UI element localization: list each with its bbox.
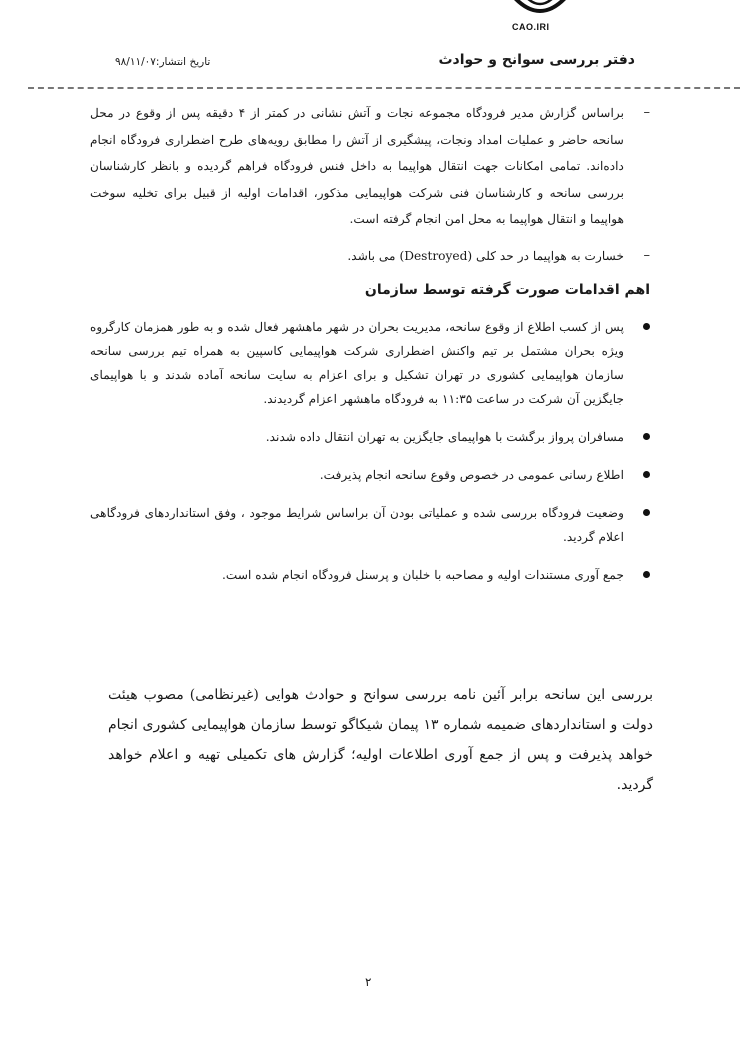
bullet-dot-icon bbox=[643, 509, 650, 516]
page-header bbox=[115, 50, 635, 78]
dash-marker: – bbox=[643, 105, 650, 120]
bullet-item bbox=[90, 463, 650, 487]
bullet-text: پس از کسب اطلاع از وقوع سانحه، مدیریت بحران در شهر ماهشهر فعال شده و به طور همزمان کارگروه ویژه بحران مشتمل بر تیم واکنش اضطراری شرکت هواپیمایی کاسپین به همراه تیم بررسی سانحه سازمان هواپیمایی کشوری در تهران تشکیل و برای اعزام به سایت سانحه آماده شدند و با هواپیمای جایگزین آن شرکت در ساعت ۱۱:۳۵ به فرودگاه ماهشهر اعزام گردیدند. bbox=[90, 320, 624, 406]
dash-item-text: خسارت به هواپیما در حد کلی (Destroyed) می باشد. bbox=[347, 248, 624, 263]
publish-date: تاریخ انتشار:۹۸/۱۱/۰۷ bbox=[115, 56, 211, 68]
bullet-text: وضعیت فرودگاه بررسی شده و عملیاتی بودن آن براساس شرایط موجود ، وفق استانداردهای فرودگاهی اعلام گردید. bbox=[90, 506, 624, 544]
dash-item bbox=[90, 243, 650, 270]
logo-text: CAO.IRI bbox=[512, 22, 550, 32]
dash-marker: – bbox=[643, 247, 650, 263]
bullet-text: اطلاع رسانی عمومی در خصوص وقوع سانحه انجام پذیرفت. bbox=[319, 468, 624, 482]
page-number: ۲ bbox=[365, 975, 372, 989]
dash-item bbox=[90, 100, 650, 233]
bullet-dot-icon bbox=[643, 323, 650, 330]
bullet-item bbox=[90, 563, 650, 587]
department-title: دفتر بررسی سوانح و حوادث bbox=[438, 52, 635, 68]
section-title: اهم اقدامات صورت گرفته توسط سازمان bbox=[364, 282, 650, 298]
bullet-item bbox=[90, 501, 650, 549]
bullet-dot-icon bbox=[643, 571, 650, 578]
bullet-dot-icon bbox=[643, 433, 650, 440]
report-body bbox=[90, 100, 650, 601]
bullet-text: مسافران پرواز برگشت با هواپیمای جایگزین به تهران انتقال داده شدند. bbox=[265, 430, 624, 444]
closing-paragraph: بررسی این سانحه برابر آئین نامه بررسی سوانح و حوادث هوایی (غیرنظامی) مصوب هیئت دولت و استانداردهای ضمیمه شماره ۱۳ پیمان شیکاگو توسط سازمان هواپیمایی کشوری انجام خواهد پذیرفت و پس از جمع آوری اطلاعات اولیه؛ گزارش های تکمیلی تهیه و اعلام خواهد گردید. bbox=[108, 687, 653, 793]
bullet-text: جمع آوری مستندات اولیه و مصاحبه با خلبان و پرسنل فرودگاه انجام شده است. bbox=[221, 568, 624, 582]
bullet-item bbox=[90, 425, 650, 449]
header-divider bbox=[28, 87, 740, 89]
bullet-item bbox=[90, 315, 650, 411]
bullet-dot-icon bbox=[643, 471, 650, 478]
dash-item-text: براساس گزارش مدیر فرودگاه مجموعه نجات و آتش نشانی در کمتر از ۴ دقیقه پس از وقوع در محل سانحه حاضر و عملیات امداد ونجات، پیشگیری از آتش را مطابق رویه‌های طرح اضطراری فرودگاه انجام داده‌اند. تمامی امکانات جهت انتقال هواپیما به داخل فنس فرودگاه فراهم گردیده و بانظر کارشناسان بررسی سانحه و کارشناسان فنی شرکت هواپیمایی مذکور، اقدامات اولیه از قبیل برای تخلیه سوخت هواپیما و انتقال هواپیما به محل امن انجام گرفته است. bbox=[90, 106, 624, 226]
